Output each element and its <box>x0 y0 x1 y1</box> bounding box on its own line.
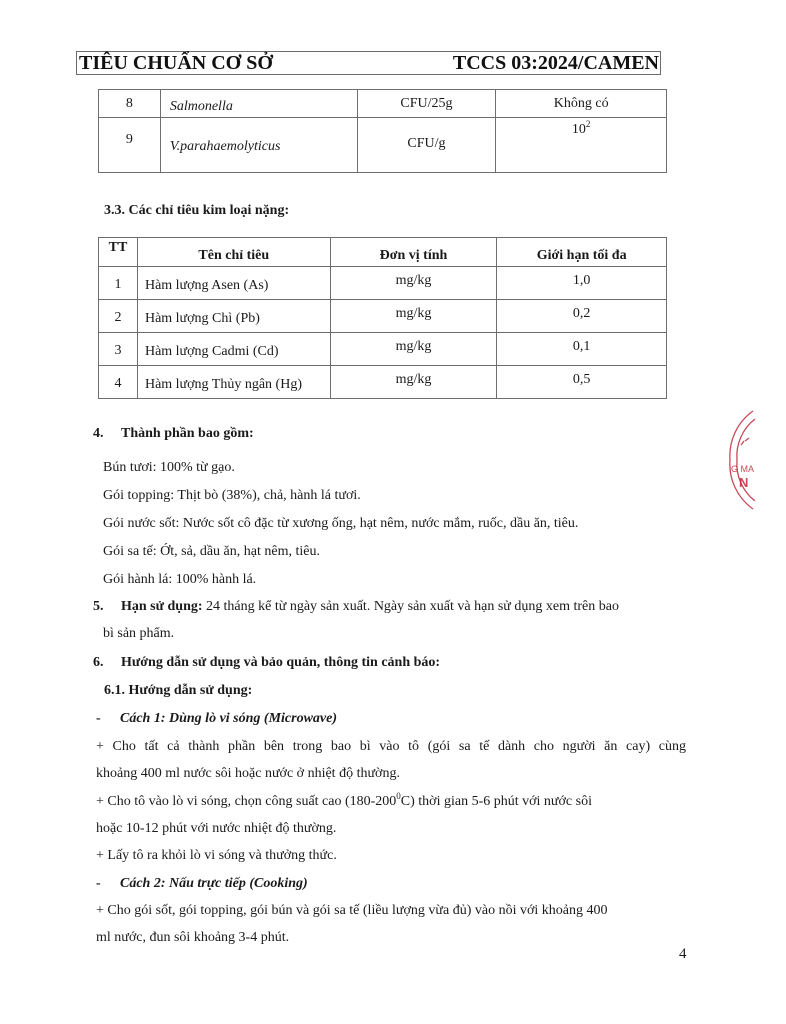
row-number: 1 <box>99 267 138 300</box>
row-number: 2 <box>99 300 138 333</box>
header-code: TCCS 03:2024/CAMEN <box>452 52 659 74</box>
ingredient-item: Gói hành lá: 100% hành lá. <box>103 572 257 587</box>
method-2-step-1-cont: ml nước, đun sôi khoảng 3-4 phút. <box>96 930 290 945</box>
table-row <box>99 90 667 118</box>
section-6-number: 6. <box>93 655 104 670</box>
method-1-step-1-cont: khoảng 400 ml nước sôi hoặc nước ở nhiệt độ thường. <box>96 766 400 781</box>
step-2-part-a <box>96 793 592 811</box>
column-header-tt: TT <box>99 238 138 267</box>
method-1-title: Cách 1: Dùng lò vi sóng (Microwave) <box>120 711 337 726</box>
stamp-outer-ring <box>730 411 753 509</box>
column-header-unit: Đơn vị tính <box>330 238 497 267</box>
section-5-text: 24 tháng kể từ ngày sản xuất. Ngày sản xuất và hạn sử dụng xem trên bao <box>202 599 619 614</box>
stamp-text: G MA <box>731 464 755 474</box>
method-1-step-3: + Lấy tô ra khỏi lò vi sóng và thưởng thức. <box>96 848 337 863</box>
criterion-unit: mg/kg <box>330 366 497 399</box>
section-6-1-heading: 6.1. Hướng dẫn sử dụng: <box>104 683 253 698</box>
row-number: 9 <box>99 118 161 173</box>
section-4-heading: Thành phần bao gồm: <box>121 426 254 441</box>
ingredient-item: Gói topping: Thịt bò (38%), chả, hành lá tươi. <box>103 488 361 503</box>
method-2-dash: - <box>96 876 101 891</box>
degree-superscript: 0 <box>396 791 401 801</box>
stamp-letter: N <box>739 475 749 490</box>
ingredient-item: Gói nước sốt: Nước sốt cô đặc từ xương ống, hạt nêm, nước mắm, ruốc, dầu ăn, tiêu. <box>103 516 579 531</box>
table-row <box>99 118 667 173</box>
micro-table <box>98 89 667 173</box>
step-2-text: + Cho tô vào lò vi sóng, chọn công suất cao (180-200 <box>96 794 397 809</box>
section-5-paragraph <box>121 598 619 616</box>
section-5-text-cont: bì sản phẩm. <box>103 626 175 641</box>
method-2-step-1: + Cho gói sốt, gói topping, gói bún và gói sa tế (liều lượng vừa đủ) vào nồi với khoảng 400 <box>96 903 608 918</box>
criterion-limit: Không có <box>496 90 667 118</box>
criterion-unit: CFU/g <box>357 118 496 173</box>
criterion-name: Salmonella <box>160 90 357 118</box>
company-stamp-icon <box>696 405 786 515</box>
criterion-name: Hàm lượng Chì (Pb) <box>137 300 330 333</box>
ingredient-item: Bún tươi: 100% từ gạo. <box>103 460 235 475</box>
criterion-name: Hàm lượng Thủy ngân (Hg) <box>137 366 330 399</box>
ingredient-item: Gói sa tế: Ớt, sả, dầu ăn, hạt nêm, tiêu. <box>103 544 320 559</box>
stamp-mark <box>741 438 749 445</box>
criterion-unit: mg/kg <box>330 267 497 300</box>
criterion-limit: 0,5 <box>497 366 667 399</box>
table-row <box>99 267 667 300</box>
table-header-row <box>99 238 667 267</box>
row-number: 3 <box>99 333 138 366</box>
method-1-dash: - <box>96 711 101 726</box>
section-4-number: 4. <box>93 426 104 441</box>
section-6-heading: Hướng dẫn sử dụng và bảo quản, thông tin cảnh báo: <box>121 655 441 670</box>
section-5-label: Hạn sử dụng: <box>121 599 203 614</box>
criterion-name: Hàm lượng Asen (As) <box>137 267 330 300</box>
limit-base: 10 <box>571 122 586 137</box>
table-row <box>99 300 667 333</box>
table-row <box>99 366 667 399</box>
criterion-name: Hàm lượng Cadmi (Cd) <box>137 333 330 366</box>
column-header-limit: Giới hạn tối đa <box>497 238 667 267</box>
criterion-unit: CFU/25g <box>357 90 496 118</box>
method-2-title: Cách 2: Nấu trực tiếp (Cooking) <box>120 876 308 891</box>
header-title: TIÊU CHUẨN CƠ SỞ <box>79 52 273 74</box>
criterion-limit: 0,2 <box>497 300 667 333</box>
method-1-step-1: + Cho tất cả thành phần bên trong bao bì vào tô (gói sa tế dành cho người ăn cay) cùng <box>96 739 686 754</box>
heavy-metals-table <box>98 237 667 399</box>
column-header-name: Tên chỉ tiêu <box>137 238 330 267</box>
criterion-limit: 1,0 <box>497 267 667 300</box>
limit-exponent: 2 <box>585 119 591 129</box>
document-header <box>76 51 661 75</box>
page-number: 4 <box>679 946 687 962</box>
section-3-3-heading: 3.3. Các chỉ tiêu kim loại nặng: <box>104 203 290 218</box>
criterion-unit: mg/kg <box>330 333 497 366</box>
criterion-limit <box>496 118 667 173</box>
row-number: 8 <box>99 90 161 118</box>
row-number: 4 <box>99 366 138 399</box>
step-2-text: C) thời gian 5-6 phút với nước sôi <box>400 794 592 809</box>
table-row <box>99 333 667 366</box>
criterion-unit: mg/kg <box>330 300 497 333</box>
criterion-limit: 0,1 <box>497 333 667 366</box>
criterion-name: V.parahaemolyticus <box>160 118 357 173</box>
method-1-step-2-cont: hoặc 10-12 phút với nước nhiệt độ thường. <box>96 821 337 836</box>
section-5-number: 5. <box>93 599 104 614</box>
method-1-step-2 <box>96 793 686 811</box>
